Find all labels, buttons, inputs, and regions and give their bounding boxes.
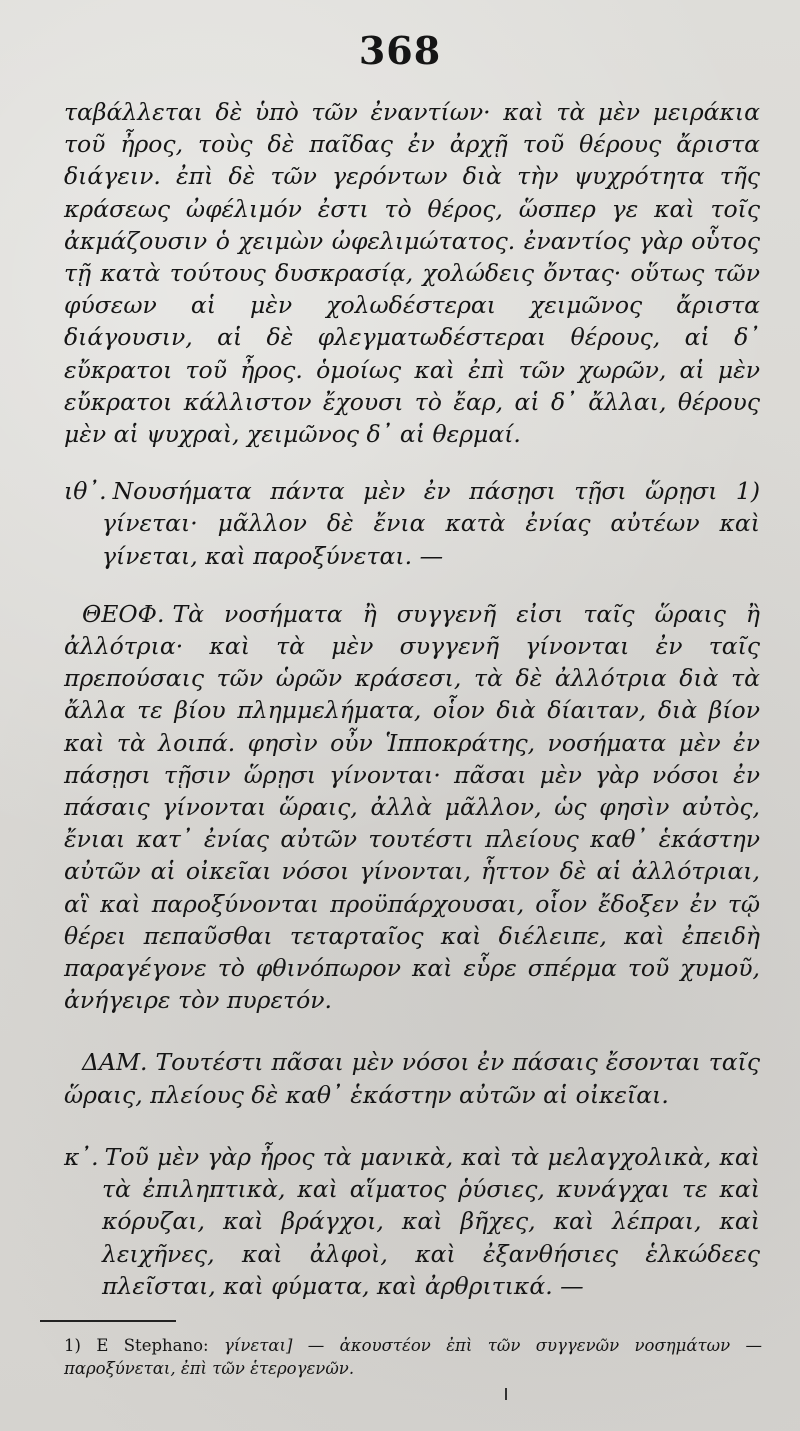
- dam-speaker: ΔΑΜ.: [82, 1048, 148, 1077]
- footnote-note: — ἀκουστέον ἐπὶ τῶν συγγενῶν νοσημάτων — παροξύνεται, ἐπὶ τῶν ἑτερογενῶν.: [64, 1336, 762, 1378]
- aphorism-20-marker: κ᾽.: [64, 1142, 99, 1171]
- footnote-source: E Stephano:: [96, 1336, 209, 1355]
- aphorism-19: [64, 475, 760, 572]
- footnote-lemma: γίνεται]: [224, 1336, 293, 1355]
- aphorism-19-marker: ιθ᾽.: [64, 477, 107, 506]
- aphorism-19-text: Νουσήματα πάντα μὲν ἐν πάσῃσι τῇσι ὥρῃσι 1) γίνεται· μᾶλλον δὲ ἔνια κατὰ ἐνίας αὐτέων καὶ γίνεται, καὶ παροξύνεται. —: [102, 477, 760, 570]
- page-number: 368: [358, 28, 442, 73]
- commentary-dam: [64, 1046, 760, 1110]
- dam-text: Τουτέστι πᾶσαι μὲν νόσοι ἐν πάσαις ἔσονται ταῖς ὥραις, πλείους δὲ καθ᾽ ἑκάστην αὐτῶν αἱ οἰκεῖαι.: [64, 1048, 760, 1109]
- footnote-divider: [40, 1320, 176, 1322]
- commentary-theoph: [64, 598, 760, 1017]
- paragraph-intro-text: ταβάλλεται δὲ ὑπὸ τῶν ἐναντίων· καὶ τὰ μὲν μειράκια τοῦ ἦρος, τοὺς δὲ παῖδας ἐν ἀρχῇ τοῦ θέρους ἄριστα διάγειν. ἐπὶ δὲ τῶν γερόντων διὰ τὴν ψυχρότητα τῆς κράσεως ὠφέλιμόν ἐστι τὸ θέρος, ὥσπερ γε καὶ τοῖς ἀκμάζουσιν ὁ χειμὼν ὠφελιμώτατος. ἐναντίος γὰρ οὗτος τῇ κατὰ τούτους δυσκρασίᾳ, χολώδεις ὄντας· οὕτως τῶν φύσεων αἱ μὲν χολωδέστεραι χειμῶνος ἄριστα διάγουσιν, αἱ δὲ φλεγματωδέστεραι θέρους, αἱ δ᾽ εὔκρατοι τοῦ ἦρος. ὁμοίως καὶ ἐπὶ τῶν χωρῶν, αἱ μὲν εὔκρατοι κάλλιστον ἔχουσι τὸ ἔαρ, αἱ δ᾽ ἄλλαι, θέρους μὲν αἱ ψυχραὶ, χειμῶνος δ᾽ αἱ θερμαί.: [64, 98, 760, 449]
- main-text: [64, 96, 760, 1328]
- theoph-speaker: ΘΕΟΦ.: [82, 599, 165, 628]
- paragraph-intro: [64, 96, 760, 450]
- ink-mark: [505, 1388, 507, 1400]
- footnote: [64, 1334, 762, 1380]
- footnote-number: 1): [64, 1336, 81, 1355]
- aphorism-20: [64, 1141, 760, 1302]
- theoph-text: Τὰ νοσήματα ἢ συγγενῆ εἰσι ταῖς ὥραις ἢ ἀλλότρια· καὶ τὰ μὲν συγγενῆ γίνονται ἐν ταῖς πρεπούσαις τῶν ὡρῶν κράσεσι, τὰ δὲ ἀλλότρια διὰ τὰ ἄλλα τε βίου πλημμελήματα, οἷον διὰ δίαιταν, διὰ βίον καὶ τὰ λοιπά. φησὶν οὖν Ἱπποκράτης, νοσήματα μὲν ἐν πάσῃσι τῇσιν ὥρῃσι γίνονται· πᾶσαι μὲν γὰρ νόσοι ἐν πάσαις γίνονται ὥραις, ἀλλὰ μᾶλλον, ὡς φησὶν αὐτὸς, ἔνιαι κατ᾽ ἐνίας αὐτῶν τουτέστι πλείους καθ᾽ ἑκάστην αὐτῶν αἱ οἰκεῖαι νόσοι γίνονται, ἧττον δὲ αἱ ἀλλότριαι, αἳ καὶ παροξύνονται προϋπάρχουσαι, οἷον ἔδοξεν ἐν τῷ θέρει πεπαῦσθαι τεταρταῖος καὶ διέλειπε, καὶ ἐπειδὴ παραγέγονε τὸ φθινόπωρον καὶ εὗρε σπέρμα τοῦ χυμοῦ, ἀνήγειρε τὸν πυρετόν.: [64, 599, 760, 1015]
- aphorism-20-text: Τοῦ μὲν γὰρ ἦρος τὰ μανικὰ, καὶ τὰ μελαγχολικὰ, καὶ τὰ ἐπιληπτικὰ, καὶ αἵματος ῥύσιες, κυνάγχαι τε καὶ κόρυζαι, καὶ βράγχοι, καὶ βῆχες, καὶ λέπραι, καὶ λειχῆνες, καὶ ἀλφοὶ, καὶ ἐξανθήσιες ἑλκώδεες πλεῖσται, καὶ φύματα, καὶ ἀρθριτικά. —: [102, 1142, 760, 1300]
